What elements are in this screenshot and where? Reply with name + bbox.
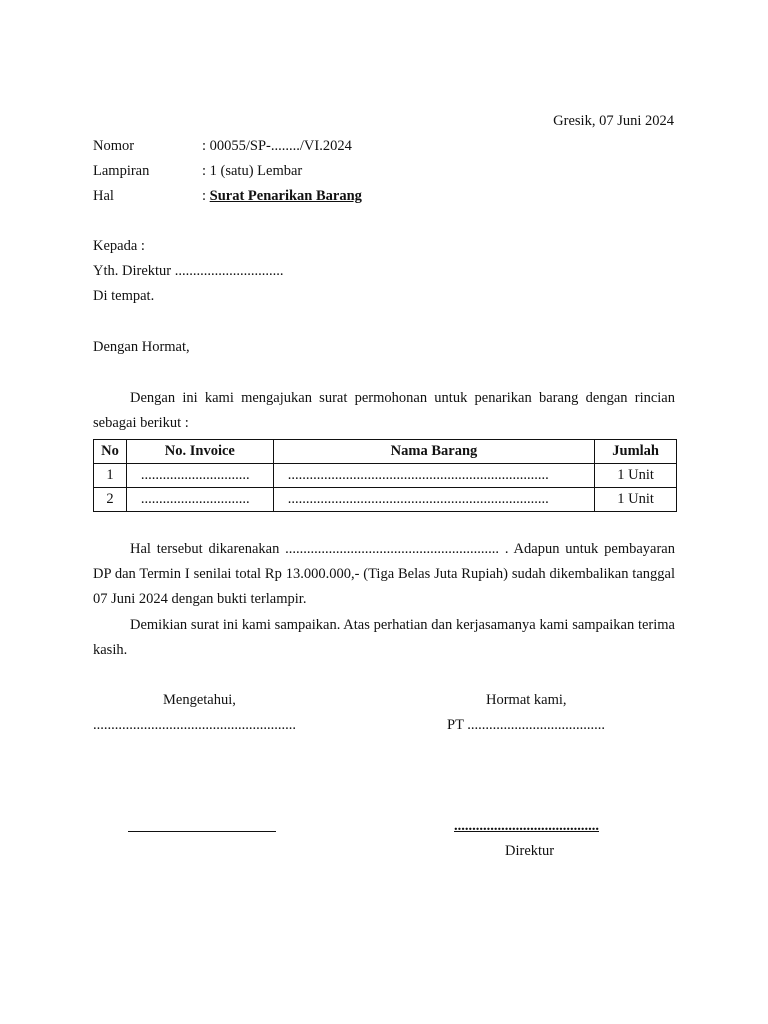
meta-value-lampiran: : 1 (satu) Lembar <box>202 163 303 179</box>
sign-right-position: Direktur <box>505 843 555 859</box>
header-no: No <box>94 440 127 464</box>
cell-no: 1 <box>94 464 127 488</box>
recipient-tempat: Di tempat. <box>93 288 155 304</box>
table-row <box>94 464 677 488</box>
recipient-direktur: Yth. Direktur .............................. <box>93 263 284 279</box>
hal-colon: : <box>202 188 210 204</box>
cell-jumlah: 1 Unit <box>595 488 677 512</box>
sign-right-company: PT ...................................... <box>447 717 606 733</box>
recipient-kepada: Kepada : <box>93 238 145 254</box>
cell-invoice: .............................. <box>126 488 273 512</box>
sign-left-title: Mengetahui, <box>163 692 236 708</box>
meta-value-nomor: : 00055/SP-......../VI.2024 <box>202 138 352 154</box>
table-header-row <box>94 440 677 464</box>
cell-nama-barang: ........................................................................ <box>273 464 595 488</box>
body-text-1: Hal tersebut dikarenakan ........................................................... . Adapun untuk pembayaran DP dan Termin I senilai total Rp 13.000.000,- (Tiga Belas Juta Rupiah) sudah dikembalikan tanggal 07 Juni 2024 dengan bukti terlampir. <box>93 541 675 607</box>
place-date: Gresik, 07 Juni 2024 <box>553 113 674 129</box>
cell-nama-barang: ........................................................................ <box>273 488 595 512</box>
subject-title: Surat Penarikan Barang <box>209 188 362 204</box>
header-jumlah: Jumlah <box>595 440 677 464</box>
table-row <box>94 488 677 512</box>
sign-left-dots: ........................................................ <box>93 717 296 733</box>
body-text-2: Demikian surat ini kami sampaikan. Atas perhatian dan kerjasamanya kami sampaikan terima kasih. <box>93 617 675 658</box>
header-invoice: No. Invoice <box>126 440 273 464</box>
cell-invoice: .............................. <box>126 464 273 488</box>
sign-right-name-dots: ........................................ <box>454 818 599 834</box>
items-table <box>93 439 677 512</box>
sign-left-line <box>128 831 276 832</box>
cell-no: 2 <box>94 488 127 512</box>
meta-label-lampiran: Lampiran <box>93 163 150 179</box>
meta-value-hal <box>202 188 362 205</box>
sign-right-title: Hormat kami, <box>486 692 567 708</box>
greeting: Dengan Hormat, <box>93 339 190 355</box>
header-nama-barang: Nama Barang <box>273 440 595 464</box>
meta-label-hal: Hal <box>93 188 114 204</box>
body-paragraph-2 <box>93 613 675 663</box>
intro-paragraph <box>93 386 675 436</box>
cell-jumlah: 1 Unit <box>595 464 677 488</box>
meta-label-nomor: Nomor <box>93 138 135 154</box>
body-paragraph-1 <box>93 537 675 612</box>
intro-text: Dengan ini kami mengajukan surat permohonan untuk penarikan barang dengan rincian sebagai berikut : <box>93 390 675 431</box>
